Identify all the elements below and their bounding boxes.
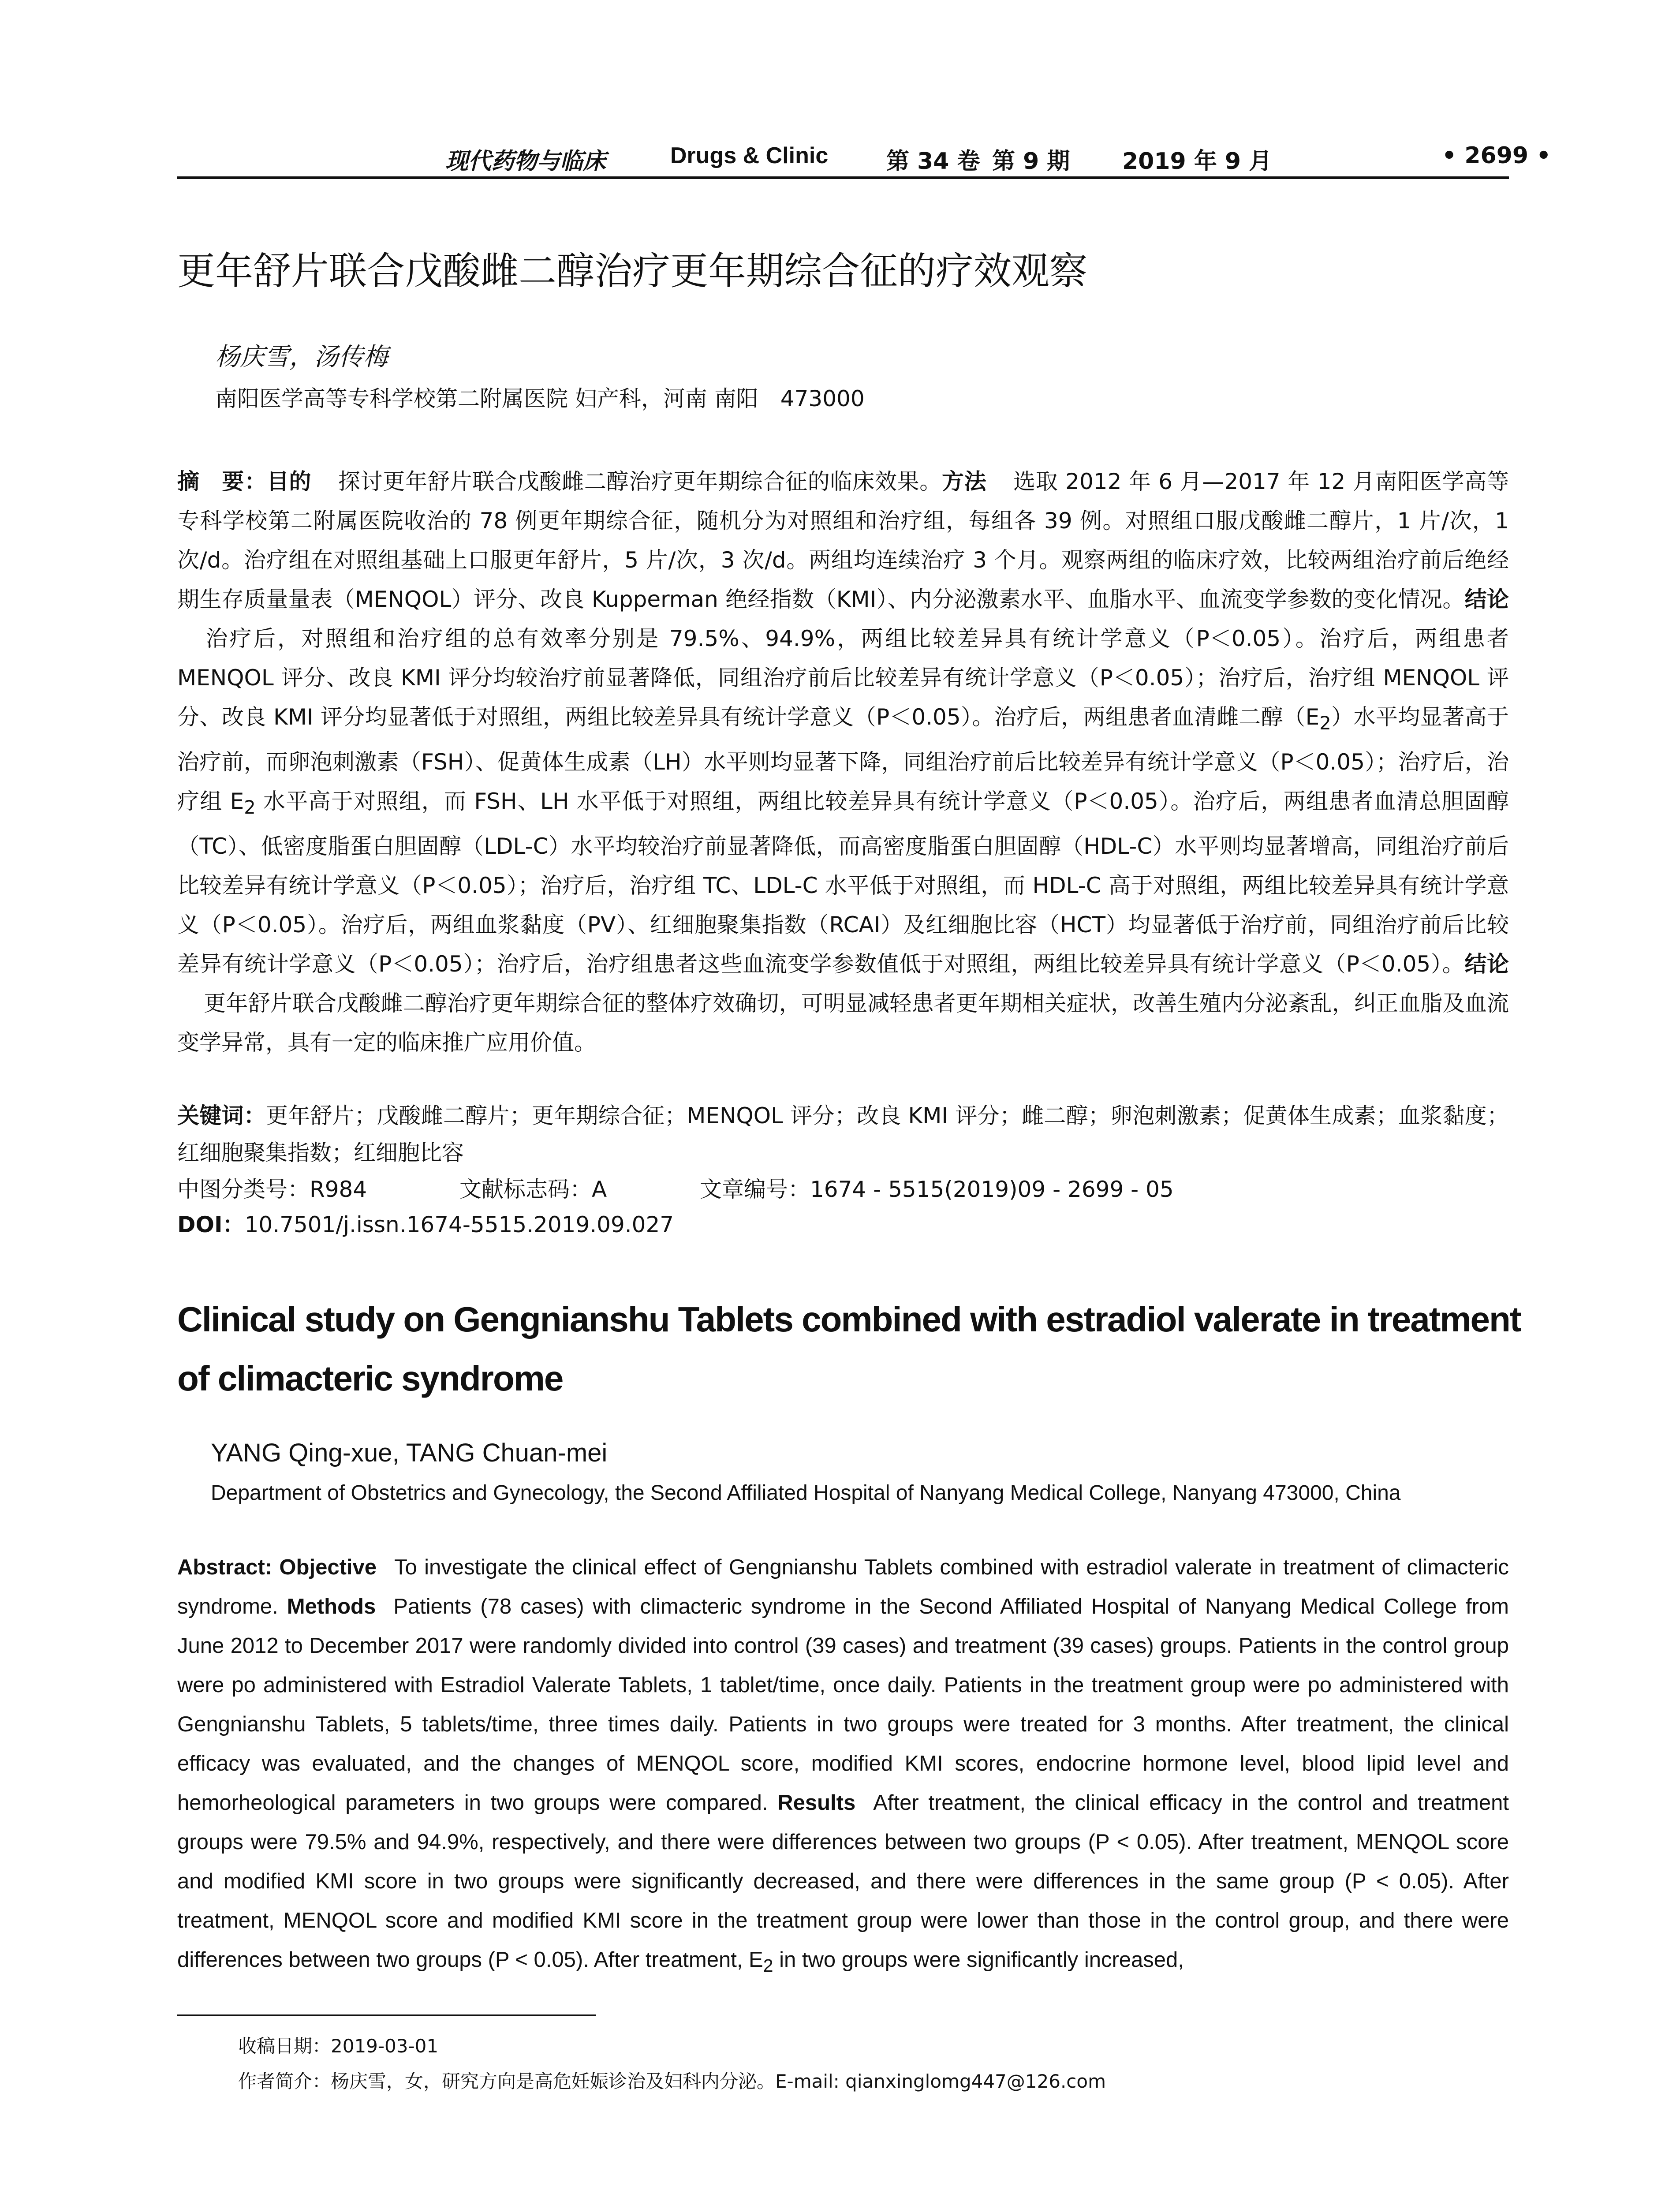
footnote-author-info: 作者简介：杨庆雪，女，研究方向是高危妊娠诊治及妇科内分泌。E-mail: qianxinglomg447@126.com [238,2070,1106,2092]
doi-value: 10.7501/j.issn.1674-5515.2019.09.027 [244,1212,674,1237]
title-en: Clinical study on Gengnianshu Tablets combined with estradiol valerate in treatment of climacteric syndrome [177,1300,1521,1398]
authors-zh: 杨庆雪，汤传梅 [215,343,388,371]
abstract-zh-results-1: 治疗后，对照组和治疗组的总有效率分别是 79.5%、94.9%，两组比较差异具有统计学意义（P＜0.05）。治疗后，两组患者 MENQOL 评分、改良 KMI 评分均较治疗前显著降低，同组治疗前后比较差异有统计学意义（P＜0.05）；治疗后，治疗组 MENQOL 评分、改良 KMI 评分均显著低于对照组，两组比较差异具有统计学意义（P＜0.05）。治疗后，两组患者血清雌二醇（E [177,626,1509,730]
abstract-en-results-sub: 2 [763,1955,773,1976]
abstract-en-methods: Patients (78 cases) with climacteric syndrome in the Second Affiliated Hospital of Nanyang Medical College from June 2012 to December 2017 were randomly divided into control (39 cases) and treatment (39 cases) groups. Patients in the control group were po administered with Estradiol Valerate Tablets, 1 tablet/time, once daily. Patients in the treatment group were po administered with Gengnianshu Tablets, 5 tablets/time, three times daily. Patients in two groups were treated for 3 months. After treatment, the clinical efficacy was evaluated, and the changes of MENQOL score, modified KMI scores, endocrine hormone level, blood lipid level and hemorheological parameters in two groups were compared. [177,1595,1509,1815]
affiliation-zh: 南阳医学高等专科学校第二附属医院 妇产科，河南 南阳 473000 [215,386,865,411]
issue: 第 9 期 [992,148,1070,175]
abstract-zh-methods-label: 方法 [942,469,987,494]
abstract-zh-results-2: ）水平均显著高于治疗前，而卵泡刺激素（FSH）、促黄体生成素（LH）水平则均显著下降，同组治疗前后比较差异有统计学意义（P＜0.05）；治疗后，治疗组 E [177,704,1509,814]
abstract-zh-results-label: 结论 [1464,587,1509,612]
volume: 第 34 卷 [886,148,980,175]
title-zh: 更年舒片联合戊酸雌二醇治疗更年期综合征的疗效观察 [177,249,1087,293]
keywords-zh-label: 关键词： [177,1103,266,1129]
page-number: • 2699 • [1442,142,1551,169]
issue-date: 2019 年 9 月 [1122,148,1272,175]
clc-number: 中图分类号：R984 [177,1177,367,1202]
affiliation-en: Department of Obstetrics and Gynecology, the Second Affiliated Hospital of Nanyang Medical College, Nanyang 473000, China [211,1481,1401,1505]
keywords-zh-text: 更年舒片；戊酸雌二醇片；更年期综合征；MENQOL 评分；改良 KMI 评分；雌二醇；卵泡刺激素；促黄体生成素；血浆黏度；红细胞聚集指数；红细胞比容 [177,1103,1509,1166]
article-number: 文章编号：1674 - 5515(2019)09 - 2699 - 05 [700,1177,1174,1202]
abstract-zh-label: 摘 要： [177,469,267,494]
abstract-en-methods-label: Methods [287,1595,376,1618]
document-code: 文献标志码：A [459,1177,607,1202]
abstract-zh-objective-label: 目的 [266,469,312,494]
header-rule [177,176,1509,179]
abstract-zh-results-sub-2: 2 [244,796,256,818]
abstract-en-results-label: Results [777,1791,856,1815]
abstract-zh [177,462,1509,1062]
footnote-received: 收稿日期：2019-03-01 [238,2035,439,2057]
abstract-zh-conclusion: 更年舒片联合戊酸雌二醇治疗更年期综合征的整体疗效确切，可明显减轻患者更年期相关症状，改善生殖内分泌紊乱，纠正血脂及血流变学异常，具有一定的临床推广应用价值。 [177,990,1509,1055]
abstract-en-results-2: in two groups were significantly increased, [773,1948,1184,1972]
journal-name-zh: 现代药物与临床 [445,148,606,175]
abstract-en-objective-label: Objective [279,1555,377,1579]
keywords-zh [177,1097,1509,1171]
abstract-en-objective: To investigate the clinical effect of Gengnianshu Tablets combined with estradiol valerate in treatment of climacteric syndrome. [177,1555,1509,1618]
abstract-zh-results-sub-1: 2 [1319,712,1331,734]
footnote-rule [177,2014,596,2016]
abstract-en [177,1548,1509,1985]
doi-line [177,1207,674,1242]
abstract-zh-objective: 探讨更年舒片联合戊酸雌二醇治疗更年期综合征的临床效果。 [338,469,942,494]
running-header [0,139,1680,179]
abstract-en-results-1: After treatment, the clinical efficacy in the control and treatment groups were 79.5% and 94.9%, respectively, and there were differences between two groups (P < 0.05). After treatment, MENQOL score and modified KMI score in two groups were significantly decreased, and there were differences in the same group (P < 0.05). After treatment, MENQOL score and modified KMI score in the treatment group were lower than those in the control group, and there were differences between two groups (P < 0.05). After treatment, E [177,1791,1509,1972]
abstract-zh-conclusion-label: 结论 [1464,951,1509,977]
abstract-en-label: Abstract: [177,1555,273,1579]
authors-en: YANG Qing-xue, TANG Chuan-mei [211,1439,608,1467]
journal-name-en: Drugs & Clinic [670,143,829,168]
doi-label: DOI： [177,1212,245,1237]
abstract-zh-methods: 选取 2012 年 6 月—2017 年 12 月南阳医学高等专科学校第二附属医院收治的 78 例更年期综合征，随机分为对照组和治疗组，每组各 39 例。对照组口服戊酸雌二醇片，1 片/次，1 次/d。治疗组在对照组基础上口服更年舒片，5 片/次，3 次/d。两组均连续治疗 3 个月。观察两组的临床疗效，比较两组治疗前后绝经期生存质量量表（MENQOL）评分、改良 Kupperman 绝经指数（KMI）、内分泌激素水平、血脂水平、血流变学参数的变化情况。 [177,469,1509,612]
abstract-zh-results-3: 水平高于对照组，而 FSH、LH 水平低于对照组，两组比较差异具有统计学意义（P＜0.05）。治疗后，两组患者血清总胆固醇（TC）、低密度脂蛋白胆固醇（LDL-C）水平均较治疗前显著降低，而高密度脂蛋白胆固醇（HDL-C）水平则均显著增高，同组治疗前后比较差异有统计学意义（P＜0.05）；治疗后，治疗组 TC、LDL-C 水平低于对照组，而 HDL-C 高于对照组，两组比较差异具有统计学意义（P＜0.05）。治疗后，两组血浆黏度（PV）、红细胞聚集指数（RCAI）及红细胞比容（HCT）均显著低于治疗前，同组治疗前后比较差异有统计学意义（P＜0.05）；治疗后，治疗组患者这些血流变学参数值低于对照组，两组比较差异具有统计学意义（P＜0.05）。 [177,789,1509,977]
